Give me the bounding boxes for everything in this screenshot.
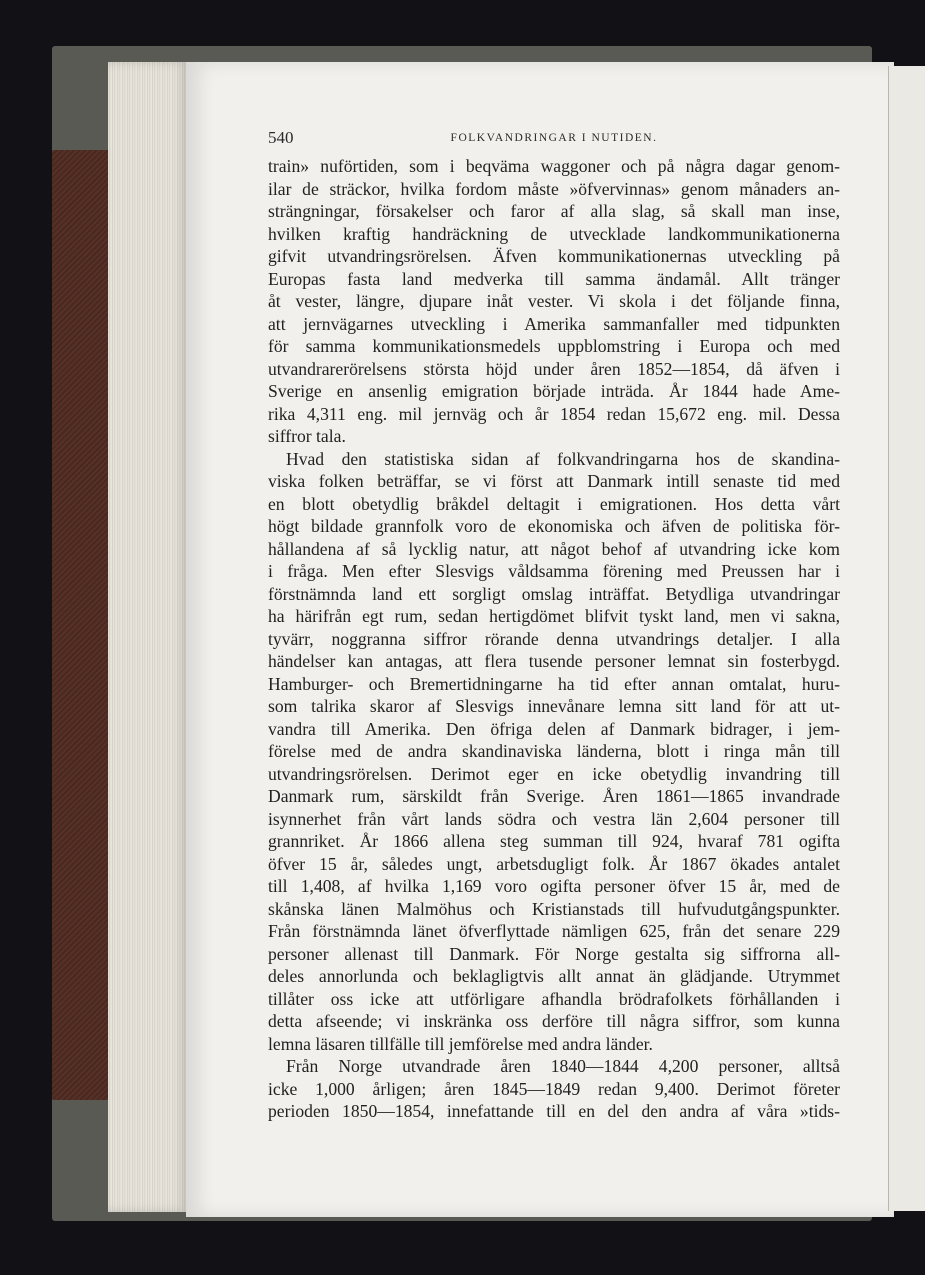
text-line: åt vester, längre, djupare inåt vester. Vi skola i det följande finna,: [268, 291, 840, 311]
text-line: utvandringsrörelsen. Derimot eger en icke obetydlig invandring till: [268, 763, 840, 784]
text-line: för samma kommunikationsmedels uppblomstring i Europa och med: [268, 336, 840, 356]
text-line: personer allenast till Danmark. För Norge gestalta sig siffrorna all-: [268, 943, 840, 964]
text-line: grannriket. År 1866 allena steg summan till 924, hvaraf 781 ogifta: [268, 831, 840, 851]
text-line: högt bildade grannfolk voro de ekonomiska och äfven de politiska för-: [268, 516, 840, 536]
text-line: isynnerhet från vårt lands södra och vestra län 2,604 personer till: [268, 808, 840, 829]
text-line: rika 4,311 eng. mil jernväg och år 1854 redan 15,672 eng. mil. Dessa: [268, 403, 840, 424]
text-line: perioden 1850—1854, innefattande till en del den andra af våra »tids-: [268, 1101, 840, 1121]
page-header: [268, 128, 840, 150]
text-line: hvilken kraftig handräckning de utvecklade landkommunikationerna: [268, 223, 840, 244]
text-line: Hvad den statistiska sidan af folkvandringarna hos de skandina-: [286, 448, 840, 469]
text-line: deles annorlunda och beklagligtvis allt annat än glädjande. Utrymmet: [268, 966, 840, 986]
text-line: lemna läsaren tillfälle till jemförelse med andra länder.: [268, 1033, 653, 1054]
page-number: 540: [268, 128, 294, 147]
text-line: strängningar, försakelser och faror af alla slag, så skall man inse,: [268, 201, 840, 221]
text-line: vandra till Amerika. Den öfriga delen af Danmark bidrager, i jem-: [268, 718, 840, 739]
text-line: Från förstnämnda länet öfverflyttade nämligen 625, från det senare 229: [268, 921, 840, 941]
text-line: icke 1,000 årligen; åren 1845—1849 redan 9,400. Derimot företer: [268, 1078, 840, 1099]
text-line: förstnämnda land ett sorgligt omslag inträffat. Betydliga utvandringar: [268, 583, 840, 604]
text-line: förelse med de andra skandinaviska länderna, blott i ringa mån till: [268, 741, 840, 761]
body-text: [268, 155, 840, 1123]
text-line: en blott obetydlig bråkdel deltagit i emigrationen. Hos detta vårt: [268, 493, 840, 514]
text-line: utvandrarerörelsens största höjd under åren 1852—1854, då äfven i: [268, 358, 840, 379]
text-line: som talrika skaror af Slesvigs innevånare lemna sitt land för att ut-: [268, 696, 840, 716]
text-line: detta afseende; vi inskränka oss derföre till några siffror, som kunna: [268, 1011, 840, 1031]
text-line: i fråga. Men efter Slesvigs våldsamma förening med Preussen har i: [268, 561, 840, 581]
text-line: Danmark rum, särskildt från Sverige. Åren 1861—1865 invandrade: [268, 786, 840, 806]
leather-spine-corner: [52, 150, 112, 1100]
text-line: ilar de sträckor, hvilka fordom måste »öfvervinnas» genom månaders an-: [268, 178, 840, 199]
text-line: train» nuförtiden, som i beqväma waggoner och på några dagar genom-: [268, 156, 840, 176]
text-line: viska folken beträffar, se vi först att Danmark intill senaste tid med: [268, 471, 840, 491]
text-line: öfver 15 år, således ungt, arbetsdugligt folk. År 1867 ökades antalet: [268, 853, 840, 874]
text-line: att jernvägarnes utveckling i Amerika sammanfaller med tidpunkten: [268, 313, 840, 334]
text-line: siffror tala.: [268, 426, 346, 446]
text-line: Europas fasta land medverka till samma ändamål. Allt tränger: [268, 268, 840, 289]
text-line: ha härifrån egt rum, sedan hertigdömet blifvit tyskt land, men vi sakna,: [268, 606, 840, 626]
text-line: hållandena af så lycklig natur, att något behof af utvandring icke kom: [268, 538, 840, 559]
text-line: händelser kan antagas, att flera tusende personer lemnat sin fosterbygd.: [268, 651, 840, 671]
text-line: Från Norge utvandrade åren 1840—1844 4,200 personer, alltså: [286, 1056, 840, 1076]
page-edges: [108, 62, 188, 1212]
text-line: till 1,408, af hvilka 1,169 voro ogifta personer öfver 15 år, med de: [268, 876, 840, 896]
text-line: gifvit utvandringsrörelsen. Äfven kommunikationernas utveckling på: [268, 246, 840, 266]
running-head: FOLKVANDRINGAR I NUTIDEN.: [450, 132, 658, 144]
facing-page-edge: [888, 66, 925, 1211]
text-line: skånska länen Malmöhus och Kristianstads till hufvudutgångspunkter.: [268, 898, 840, 919]
text-line: tyvärr, noggranna siffror rörande denna utvandrings detaljer. I alla: [268, 628, 840, 649]
text-line: Sverige en ansenlig emigration började inträda. År 1844 hade Ame-: [268, 381, 840, 401]
text-line: Hamburger- och Bremertidningarne ha tid efter annan omtalat, huru-: [268, 673, 840, 694]
text-line: tillåter oss icke att utförligare afhandla brödrafolkets förhållanden i: [268, 988, 840, 1009]
